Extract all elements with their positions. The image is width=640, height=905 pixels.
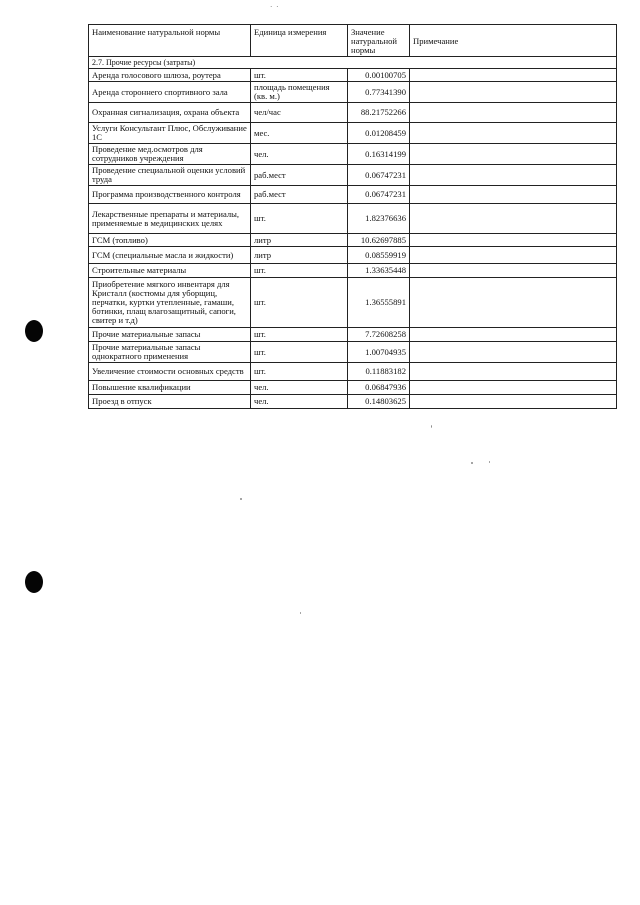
row-note [410, 123, 617, 144]
row-note [410, 264, 617, 278]
row-value: 1.00704935 [348, 342, 410, 363]
natural-norms-table [88, 24, 617, 409]
scan-artifact: · · [270, 3, 280, 11]
row-unit: литр [251, 234, 348, 247]
row-note [410, 144, 617, 165]
header-unit: Единица измерения [251, 25, 348, 57]
row-value: 1.33635448 [348, 264, 410, 278]
row-note [410, 363, 617, 381]
section-row [89, 57, 617, 69]
section-title: 2.7. Прочие ресурсы (затраты) [89, 57, 617, 69]
row-unit: площадь помещения (кв. м.) [251, 82, 348, 103]
row-value: 0.01208459 [348, 123, 410, 144]
row-name: Программа производственного контроля [89, 186, 251, 204]
row-unit: шт. [251, 264, 348, 278]
row-note [410, 395, 617, 409]
row-value: 7.72608258 [348, 328, 410, 342]
table-row [89, 363, 617, 381]
row-name: Повышение квалификации [89, 381, 251, 395]
table-row [89, 395, 617, 409]
row-value: 0.11883182 [348, 363, 410, 381]
scan-speck [300, 612, 301, 614]
row-unit: чел/час [251, 103, 348, 123]
row-name: Строительные материалы [89, 264, 251, 278]
table-row [89, 82, 617, 103]
row-note [410, 342, 617, 363]
row-note [410, 204, 617, 234]
table-row [89, 204, 617, 234]
row-unit: раб.мест [251, 165, 348, 186]
row-name: ГСМ (топливо) [89, 234, 251, 247]
row-note [410, 103, 617, 123]
row-value: 0.14803625 [348, 395, 410, 409]
table-row [89, 234, 617, 247]
row-value: 1.82376636 [348, 204, 410, 234]
row-unit: шт. [251, 204, 348, 234]
row-note [410, 381, 617, 395]
row-unit: шт. [251, 363, 348, 381]
row-name: ГСМ (специальные масла и жидкости) [89, 247, 251, 264]
row-name: Увеличение стоимости основных средств [89, 363, 251, 381]
row-name: Охранная сигнализация, охрана объекта [89, 103, 251, 123]
row-value: 88.21752266 [348, 103, 410, 123]
row-value: 1.36555891 [348, 278, 410, 328]
row-value: 10.62697885 [348, 234, 410, 247]
row-name: Прочие материальные запасы [89, 328, 251, 342]
table-row [89, 123, 617, 144]
row-unit: шт. [251, 278, 348, 328]
row-note [410, 278, 617, 328]
row-name: Прочие материальные запасы однократного применения [89, 342, 251, 363]
row-value: 0.77341390 [348, 82, 410, 103]
table-row [89, 278, 617, 328]
row-unit: раб.мест [251, 186, 348, 204]
scan-speck [431, 425, 432, 428]
row-value: 0.08559919 [348, 247, 410, 264]
row-value: 0.06847936 [348, 381, 410, 395]
scan-speck [471, 462, 473, 464]
row-note [410, 186, 617, 204]
table-row [89, 264, 617, 278]
row-name: Приобретение мягкого инвентаря для Кристалл (костюмы для уборщиц, перчатки, куртки утепленные, гамаши, ботинки, плащ влагозащитный, сапоги, свитер и т.д) [89, 278, 251, 328]
table-row [89, 144, 617, 165]
row-note [410, 328, 617, 342]
row-unit: чел. [251, 144, 348, 165]
row-unit: шт. [251, 69, 348, 82]
header-value: Значение натуральной нормы [348, 25, 410, 57]
row-name: Проезд в отпуск [89, 395, 251, 409]
row-value: 0.00100705 [348, 69, 410, 82]
row-value: 0.06747231 [348, 165, 410, 186]
table-header-row [89, 25, 617, 57]
row-note [410, 82, 617, 103]
row-name: Аренда голосового шлюза, роутера [89, 69, 251, 82]
row-unit: шт. [251, 328, 348, 342]
row-unit: мес. [251, 123, 348, 144]
table-row [89, 342, 617, 363]
row-unit: литр [251, 247, 348, 264]
table-row [89, 69, 617, 82]
row-unit: чел. [251, 381, 348, 395]
row-name: Аренда стороннего спортивного зала [89, 82, 251, 103]
table-row [89, 165, 617, 186]
punch-hole [25, 320, 43, 342]
row-name: Услуги Консультант Плюс, Обслуживание 1С [89, 123, 251, 144]
row-unit: чел. [251, 395, 348, 409]
table-row [89, 247, 617, 264]
row-name: Проведение специальной оценки условий труда [89, 165, 251, 186]
row-value: 0.06747231 [348, 186, 410, 204]
row-name: Лекарственные препараты и материалы, применяемые в медицинских целях [89, 204, 251, 234]
row-unit: шт. [251, 342, 348, 363]
header-note: Примечание [410, 25, 617, 57]
row-note [410, 69, 617, 82]
table-row [89, 186, 617, 204]
row-name: Проведение мед.осмотров для сотрудников учреждения [89, 144, 251, 165]
row-note [410, 165, 617, 186]
table-row [89, 103, 617, 123]
scan-speck [240, 498, 242, 500]
row-note [410, 247, 617, 264]
table-row [89, 381, 617, 395]
row-value: 0.16314199 [348, 144, 410, 165]
scan-speck [489, 461, 490, 463]
table-row [89, 328, 617, 342]
punch-hole [25, 571, 43, 593]
row-note [410, 234, 617, 247]
header-name: Наименование натуральной нормы [89, 25, 251, 57]
